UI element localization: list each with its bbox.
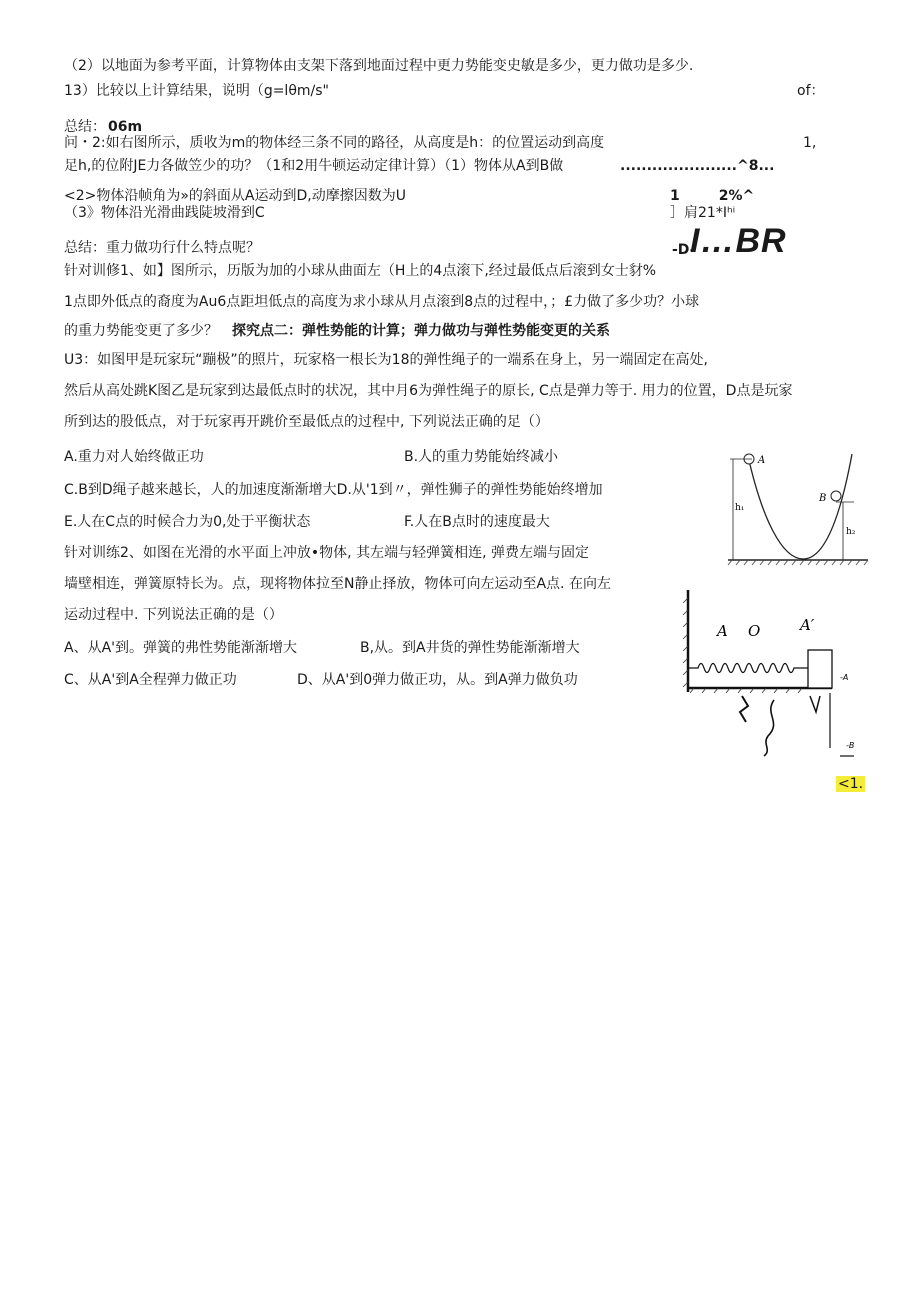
height-h1-label: h₁ (735, 503, 745, 513)
training-2-line-3: 运动过程中. 下列说法正确的是（） (64, 607, 283, 623)
training-1-line-3: 的重力势能变更了多少？ (64, 323, 218, 339)
option-c: C.B到D绳子越来越长，人的加速度渐渐增大D.从'1到〃，弹性狮子的弹性势能始终增加 (64, 482, 603, 498)
question-2-line-1: 问・2:如右图所示，质收为m的物体经三条不同的路径，从高度是h：的位置运动到高度 (64, 135, 605, 151)
training-2-line-1: 针对训练2、如图在光滑的水平面上冲放•物体, 其左端与轻弹簧相连, 弹费左端与固定 (64, 545, 589, 561)
spring-block-figure (682, 588, 862, 763)
section-heading: 探究点二：弹性势能的计算；弹力做功与弹性势能变更的关系 (232, 323, 610, 339)
page-corner-mark: <1. (838, 776, 864, 792)
margin-scribble: I…BR (690, 222, 787, 260)
question-2-line-2: 足h,的位附JE力各做笠少的功？（1和2用牛顿运动定律计算）（1）物体从A到B做 (64, 158, 564, 174)
ball-a-label: A (758, 455, 766, 466)
option-f: F.人在B点时的速度最大 (404, 514, 550, 530)
curve-track-figure (722, 448, 872, 568)
summary-value: 06m (108, 119, 143, 135)
margin-note: 1 2%^ (670, 188, 755, 204)
training-2-option-a: A、从A'到。弹簧的弗性势能渐渐增大 (64, 640, 298, 656)
ball-b-label: B (819, 493, 827, 504)
height-h2-label: h₂ (846, 527, 856, 537)
option-b: B.人的重力势能始终减小 (404, 449, 559, 465)
summary-question: 总结：重力做功行什么特点呢？ (64, 240, 260, 256)
example-3-line-1: U3：如图甲是玩家玩“蹦极”的照片，玩家格一根长为18的弹性绳子的一端系在身上，另一端固定在高处, (64, 352, 708, 368)
block-icon (808, 650, 832, 688)
question-2-case-2: <2>物体沿帧角为»的斜面从A运动到D,动摩擦因数为U (64, 188, 406, 204)
marker-b-label: -B (846, 741, 855, 750)
point-a-prime-label: A′ (800, 616, 815, 634)
point-o-label: O (748, 622, 761, 640)
question-2-case-3: （3》物体沿光滑曲践陡坡滑到C (64, 205, 265, 221)
margin-note: ......................^8... (620, 158, 775, 174)
training-2-line-2: 墙壁相连，弹簧原特长为。点，现将物体拉至N静止择放，物体可向左运动至A点. 在向左 (64, 576, 611, 592)
ball-b-icon (831, 491, 841, 501)
margin-note: -D- (672, 242, 696, 258)
summary-label: 总结： (64, 119, 106, 135)
question-part-2: （2）以地面为参考平面，计算物体由支架下落到地面过程中更力势能变史敏是多少，更力做功是多少. (64, 58, 694, 74)
margin-note: of： (797, 83, 825, 99)
example-3-line-2: 然后从高处跳K图乙是玩家到达最低点时的状况，其中月6为弹性绳子的原长, C点是弹力等于. 用力的位置，D点是玩家 (64, 383, 793, 399)
training-1-line-2: 1点即外低点的裔度为Au6点距坦低点的高度为求小球从月点滚到8点的过程中，；£力做了多少功？小球 (64, 294, 700, 310)
margin-note: 1, (803, 135, 817, 151)
training-2-option-b: B,从。到A井货的弹性势能渐渐增大 (360, 640, 580, 656)
question-part-3: 13）比较以上计算结果，说明（g=lθm∕s" (64, 83, 329, 99)
example-3-line-3: 所到达的股低点，对于玩家再开跳价至最低点的过程中, 下列说法正确的足（） (64, 414, 549, 430)
spring-icon (688, 664, 808, 673)
training-2-option-c: C、从A'到A全程弹力做正功 (64, 672, 237, 688)
training-1-line-1: 针对训修1、如】图所示，历版为加的小球从曲面左（H上的4点滚下,经过最低点后滚到女士豺% (64, 263, 657, 279)
training-2-option-d: D、从A'到0弹力做正功，从。到A弹力做负功 (297, 672, 578, 688)
marker-a-label: -A (840, 673, 849, 682)
option-a: A.重力对人始终做正功 (64, 449, 204, 465)
point-a-label: A (717, 622, 728, 640)
margin-note: ］肩21*Iʰⁱ (670, 205, 736, 221)
option-e: E.人在C点的时候合力为0,处于平衡状态 (64, 514, 311, 530)
